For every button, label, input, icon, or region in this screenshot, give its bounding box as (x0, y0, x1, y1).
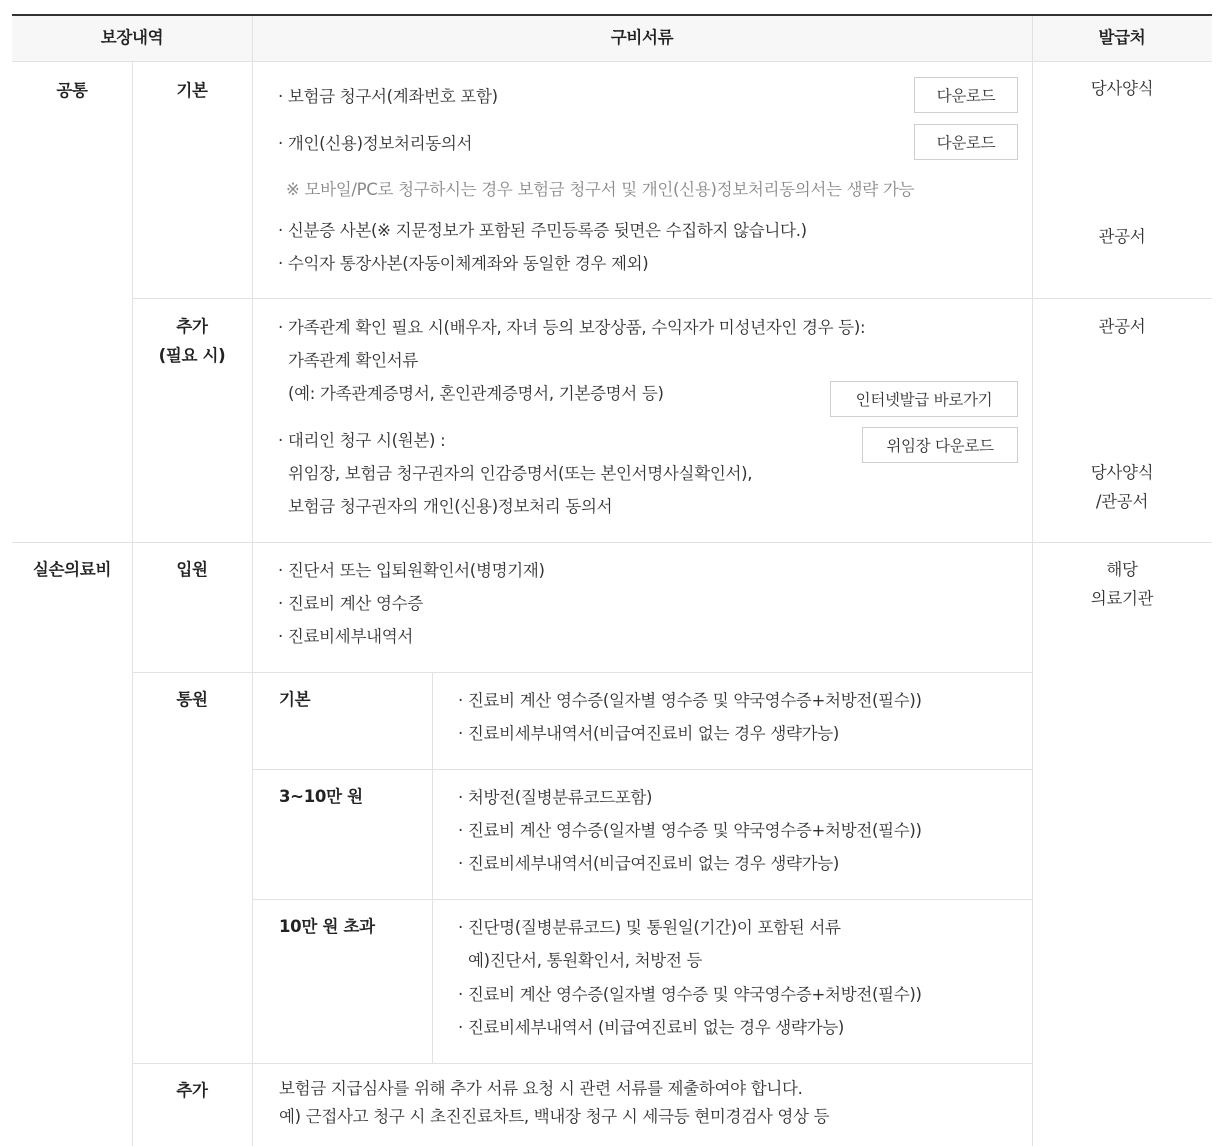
issuer-public-office: 관공서 (1098, 227, 1146, 246)
inpatient-doc-3: · 진료비세부내역서 (278, 627, 414, 646)
header-coverage: 보장내역 (100, 28, 164, 47)
outpatient-basic-doc-2: · 진료비세부내역서(비급여진료비 없는 경우 생략가능) (458, 724, 840, 743)
outpatient-tier-high: 10만 원 초과 (279, 917, 375, 936)
issuer-public-office: 관공서 (1098, 317, 1146, 336)
column-divider (132, 61, 133, 1146)
subcategory-medical-extra: 추가 (176, 1081, 208, 1100)
outpatient-tier-mid: 3~10만 원 (279, 787, 363, 806)
doc-id-copy: · 신분증 사본(※ 지문정보가 포함된 주민등록증 뒷면은 수집하지 않습니다.) (278, 221, 807, 240)
outpatient-mid-doc-1: · 처방전(질병분류코드포함) (458, 788, 653, 807)
row-divider (132, 672, 1032, 673)
claim-form-download-button[interactable]: 다운로드 (914, 77, 1018, 113)
row-divider (252, 769, 1032, 770)
doc-bankbook-copy: · 수익자 통장사본(자동이체계좌와 동일한 경우 제외) (278, 254, 649, 273)
outpatient-high-doc-2: · 진료비 계산 영수증(일자별 영수증 및 약국영수증+처방전(필수)) (458, 985, 922, 1004)
family-relation-examples: (예: 가족관계증명서, 혼인관계증명서, 기본증명서 등) (288, 384, 664, 403)
outpatient-mid-doc-3: · 진료비세부내역서(비급여진료비 없는 경우 생략가능) (458, 854, 840, 873)
subcategory-inpatient: 입원 (176, 560, 208, 579)
column-divider (252, 61, 253, 1146)
outpatient-mid-doc-2: · 진료비 계산 영수증(일자별 영수증 및 약국영수증+처방전(필수)) (458, 821, 922, 840)
mobile-pc-note: ※ 모바일/PC로 청구하시는 경우 보험금 청구서 및 개인(신용)정보처리동의서는 생략 가능 (286, 180, 915, 199)
privacy-consent-download-button[interactable]: 다운로드 (914, 124, 1018, 160)
row-divider (132, 1063, 1032, 1064)
outpatient-high-doc-example: 예)진단서, 통원확인서, 처방전 등 (468, 951, 703, 970)
family-relation-condition: · 가족관계 확인 필요 시(배우자, 자녀 등의 보장상품, 수익자가 미성년자인 경우 등): (278, 318, 866, 337)
row-divider (252, 899, 1032, 900)
power-of-attorney-download-button[interactable]: 위임장 다운로드 (862, 427, 1018, 463)
agent-claim-condition: · 대리인 청구 시(원본) : (278, 431, 446, 450)
doc-claim-form: · 보험금 청구서(계좌번호 포함) (278, 87, 498, 106)
subcategory-extra-line1: 추가 (176, 317, 208, 336)
inpatient-doc-2: · 진료비 계산 영수증 (278, 594, 423, 613)
subcategory-extra-line2: (필요 시) (158, 346, 226, 365)
medical-extra-note-1: 보험금 지급심사를 위해 추가 서류 요청 시 관련 서류를 제출하여야 합니다. (279, 1079, 803, 1098)
medical-extra-note-2: 예) 근접사고 청구 시 초진진료차트, 백내장 청구 시 세극등 현미경검사 영상 등 (279, 1107, 830, 1126)
issuer-company-form: 당사양식 (1090, 463, 1154, 482)
subcategory-basic: 기본 (176, 81, 208, 100)
subcategory-outpatient: 통원 (176, 690, 208, 709)
issuer-hospital-line2: 의료기관 (1090, 589, 1154, 608)
outpatient-basic-doc-1: · 진료비 계산 영수증(일자별 영수증 및 약국영수증+처방전(필수)) (458, 691, 922, 710)
doc-privacy-consent: · 개인(신용)정보처리동의서 (278, 134, 473, 153)
issuer-hospital-line1: 해당 (1106, 560, 1138, 579)
issuer-company-form: 당사양식 (1090, 79, 1154, 98)
category-medical-expenses: 실손의료비 (32, 560, 112, 579)
outpatient-tier-basic: 기본 (279, 690, 311, 709)
header-documents: 구비서류 (610, 28, 674, 47)
outpatient-high-doc-3: · 진료비세부내역서 (비급여진료비 없는 경우 생략가능) (458, 1018, 845, 1037)
family-relation-docs: 가족관계 확인서류 (288, 351, 419, 370)
inpatient-doc-1: · 진단서 또는 입퇴원확인서(병명기재) (278, 561, 545, 580)
issuer-public-office-alt: /관공서 (1095, 492, 1149, 511)
row-divider (132, 298, 1212, 299)
agent-claim-docs-line2: 보험금 청구권자의 개인(신용)정보처리 동의서 (288, 497, 613, 516)
header-issuer: 발급처 (1098, 28, 1146, 47)
outpatient-high-doc-1: · 진단명(질병분류코드) 및 통원일(기간)이 포함된 서류 (458, 918, 841, 937)
category-common: 공통 (56, 81, 88, 100)
agent-claim-docs-line1: 위임장, 보험금 청구권자의 인감증명서(또는 본인서명사실확인서), (288, 464, 753, 483)
column-divider (432, 672, 433, 1063)
internet-issue-link-button[interactable]: 인터넷발급 바로가기 (830, 381, 1018, 417)
